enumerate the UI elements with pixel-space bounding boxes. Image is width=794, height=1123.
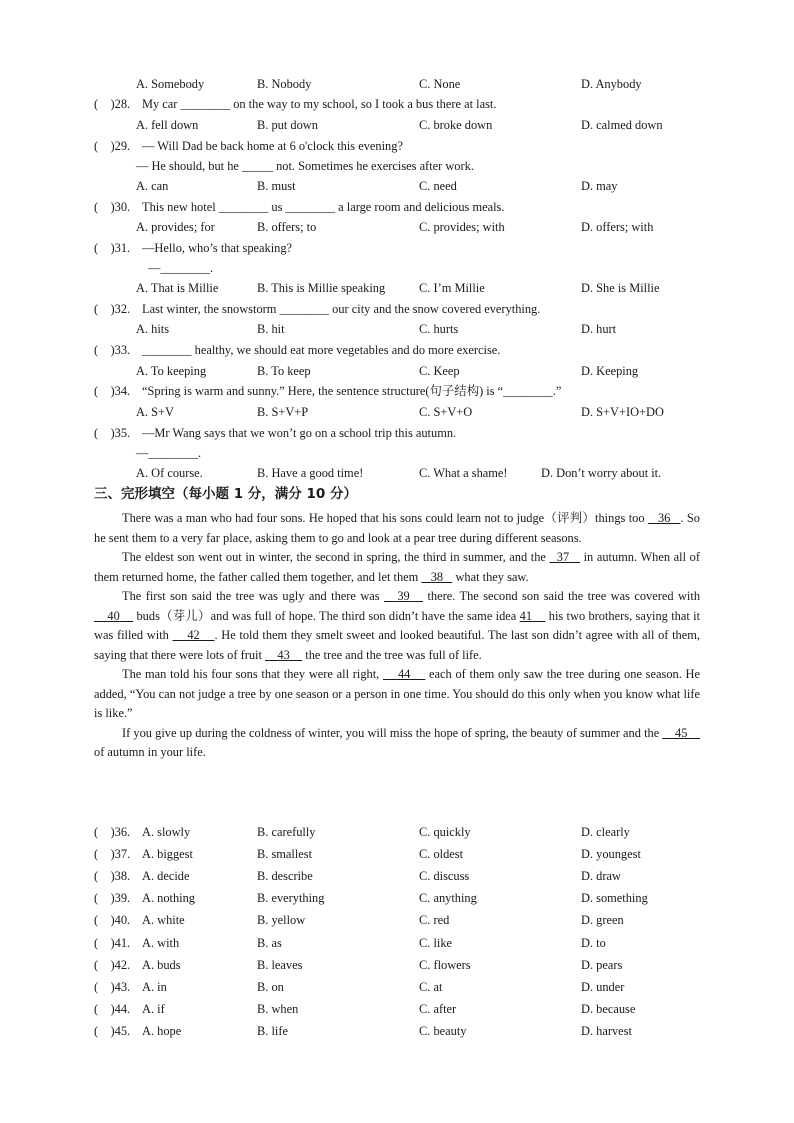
q27-option-a: A. Somebody	[136, 77, 205, 91]
option-b: B. carefully	[257, 825, 316, 839]
option-d: D. youngest	[581, 847, 641, 861]
option-d: D. hurt	[581, 322, 617, 336]
option-a: A. S+V	[136, 405, 174, 419]
blank-44[interactable]: 44	[397, 667, 411, 681]
blank-41[interactable]: 41	[519, 608, 533, 623]
question-stem: Last winter, the snowstorm ________ our city and the snow covered everything.	[142, 302, 541, 316]
option-c: C. Keep	[419, 364, 460, 378]
option-d: D. She is Millie	[581, 281, 660, 295]
answer-paren[interactable]: ( )43.	[94, 980, 131, 994]
answer-paren[interactable]: ( )35.	[94, 426, 131, 440]
option-d: D. something	[581, 891, 648, 905]
answer-paren[interactable]: ( )37.	[94, 847, 131, 861]
option-a: A. hope	[142, 1024, 182, 1038]
option-c: C. provides; with	[419, 220, 505, 234]
answer-paren[interactable]: ( )41.	[94, 936, 131, 950]
cloze-passage	[94, 509, 700, 763]
q27-option-d: D. Anybody	[581, 77, 642, 91]
question-number: 28	[114, 97, 128, 111]
q27-option-b: B. Nobody	[257, 77, 312, 91]
option-b: B. smallest	[257, 847, 313, 861]
option-c: C. oldest	[419, 847, 464, 861]
passage-paragraph: The first son said the tree was ugly and there was 39 there. The second son said the tree was covered with 40 buds（芽儿）and was full of hope. The third son didn’t have the same idea 41 his two brothers, saying that it was filled with 42 . He told them they smelt sweet and looked beautiful. The last son didn’t agree with all of them, saying that there were lots of fruit 43 the tree and the tree was full of life.	[94, 589, 701, 662]
question-stem-line2: —________.	[136, 446, 202, 460]
option-a: A. To keeping	[136, 364, 207, 378]
passage-paragraph: There was a man who had four sons. He hoped that his sons could learn not to judge（评判）things too 36 . So he sent them to a very far place, asking them to go and look at a pear tree during different seasons.	[94, 511, 700, 545]
option-d: D. harvest	[581, 1024, 632, 1038]
option-a: A. Of course.	[136, 466, 203, 480]
option-d: D. Keeping	[581, 364, 639, 378]
blank-45[interactable]: 45	[675, 725, 688, 740]
option-d: D. green	[581, 913, 624, 927]
option-a: A. slowly	[142, 825, 191, 839]
answer-paren[interactable]: ( )34.	[94, 384, 131, 398]
option-b: B. life	[257, 1024, 288, 1038]
answer-paren[interactable]: ( )39.	[94, 891, 131, 905]
option-b: B. offers; to	[257, 220, 317, 234]
answer-paren[interactable]: ( )31.	[94, 241, 131, 255]
option-b: B. must	[257, 179, 296, 193]
answer-paren[interactable]: ( )44.	[94, 1002, 131, 1016]
option-a: A. can	[136, 179, 169, 193]
answer-paren[interactable]: ( )32.	[94, 302, 131, 316]
option-a: A. biggest	[142, 847, 193, 861]
option-d: D. may	[581, 179, 618, 193]
option-c: C. What a shame!	[419, 466, 508, 480]
option-a: A. hits	[136, 322, 170, 336]
blank-38[interactable]: 38	[430, 569, 444, 584]
option-a: A. if	[142, 1002, 165, 1016]
option-a: A. white	[142, 913, 185, 927]
option-a: A. with	[142, 936, 180, 950]
option-d: D. calmed down	[581, 118, 663, 132]
question-stem: This new hotel ________ us ________ a large room and delicious meals.	[142, 200, 505, 214]
answer-paren[interactable]: ( )45.	[94, 1024, 131, 1038]
answer-paren[interactable]: ( )36.	[94, 825, 131, 839]
option-d: D. offers; with	[581, 220, 654, 234]
answer-paren[interactable]: ( )40.	[94, 913, 131, 927]
blank-42[interactable]: 42	[187, 628, 200, 642]
option-c: C. beauty	[419, 1024, 467, 1038]
blank-43[interactable]: 43	[277, 647, 290, 662]
option-d: D. clearly	[581, 825, 630, 839]
passage-paragraph: If you give up during the coldness of winter, you will miss the hope of spring, the beauty of summer and the 45 of autumn in your life.	[94, 724, 700, 763]
option-a: A. buds	[142, 958, 181, 972]
option-d: D. draw	[581, 869, 621, 883]
option-d: D. to	[581, 936, 606, 950]
option-b: B. This is Millie speaking	[257, 281, 386, 295]
blank-40[interactable]: 40	[107, 608, 120, 623]
option-d: D. pears	[581, 958, 623, 972]
option-c: C. like	[419, 936, 453, 950]
answer-paren[interactable]: ( )30.	[94, 200, 131, 214]
option-c: C. at	[419, 980, 443, 994]
question-stem: ________ healthy, we should eat more vegetables and do more exercise.	[142, 343, 501, 357]
option-b: B. S+V+P	[257, 405, 309, 419]
q27-option-c: C. None	[419, 77, 461, 91]
answer-paren[interactable]: ( )42.	[94, 958, 131, 972]
section-title: 三、完形填空（每小题 1 分，满分 10 分）	[94, 486, 357, 502]
passage-paragraph: The eldest son went out in winter, the second in spring, the third in summer, and the 37 in autumn. When all of them returned home, the father called them together, and let them 38 what they saw.	[94, 550, 700, 584]
answer-paren[interactable]: ( )33.	[94, 343, 131, 357]
question-stem: —Hello, who’s that speaking?	[142, 241, 293, 255]
blank-36[interactable]: 36	[657, 511, 671, 525]
option-a: A. nothing	[142, 891, 196, 905]
blank-39[interactable]: 39	[397, 589, 410, 603]
question-number: 33	[114, 343, 128, 357]
blank-37[interactable]: 37	[556, 550, 570, 564]
option-d: D. S+V+IO+DO	[581, 405, 664, 419]
option-b: B. when	[257, 1002, 299, 1016]
option-c: C. hurts	[419, 322, 459, 336]
option-c: C. anything	[419, 891, 477, 905]
option-c: C. after	[419, 1002, 457, 1016]
question-number: 34	[114, 384, 128, 398]
question-stem: “Spring is warm and sunny.” Here, the sentence structure(句子结构) is “________.”	[142, 384, 562, 398]
option-b: B. yellow	[257, 913, 306, 927]
question-number: 31	[114, 241, 128, 255]
option-c: C. quickly	[419, 825, 471, 839]
option-c: C. discuss	[419, 869, 470, 883]
option-a: A. That is Millie	[136, 281, 219, 295]
option-b: B. Have a good time!	[257, 466, 364, 480]
option-c: C. need	[419, 179, 457, 193]
question-number: 32	[114, 302, 128, 316]
option-d: D. Don’t worry about it.	[541, 466, 662, 480]
passage-paragraph: The man told his four sons that they were all right, 44 each of them only saw the tree during one season. He added, “You can not judge a tree by one season or a person in one time. You should do this only when you know what life is like.”	[94, 667, 700, 720]
option-b: B. everything	[257, 891, 325, 905]
option-c: C. S+V+O	[419, 405, 473, 419]
option-b: B. on	[257, 980, 284, 994]
option-d: D. because	[581, 1002, 636, 1016]
option-b: B. describe	[257, 869, 313, 883]
option-b: B. hit	[257, 322, 285, 336]
option-b: B. leaves	[257, 958, 303, 972]
answer-paren[interactable]: ( )38.	[94, 869, 131, 883]
question-stem-line2: — He should, but he _____ not. Sometimes he exercises after work.	[136, 159, 474, 173]
question-stem-line2: —________.	[148, 261, 214, 275]
option-a: A. in	[142, 980, 167, 994]
option-b: B. put down	[257, 118, 318, 132]
option-d: D. under	[581, 980, 625, 994]
question-stem: My car ________ on the way to my school, so I took a bus there at last.	[142, 97, 497, 111]
option-c: C. I’m Millie	[419, 281, 485, 295]
option-c: C. flowers	[419, 958, 471, 972]
answer-paren[interactable]: ( )29.	[94, 139, 131, 153]
option-b: B. To keep	[257, 364, 311, 378]
question-stem: —Mr Wang says that we won’t go on a school trip this autumn.	[142, 426, 457, 440]
option-b: B. as	[257, 936, 282, 950]
option-a: A. decide	[142, 869, 190, 883]
option-c: C. broke down	[419, 118, 493, 132]
option-a: A. provides; for	[136, 220, 215, 234]
answer-paren[interactable]: ( )28.	[94, 97, 131, 111]
option-c: C. red	[419, 913, 450, 927]
question-number: 29	[114, 139, 128, 153]
option-a: A. fell down	[136, 118, 199, 132]
question-number: 35	[114, 426, 128, 440]
question-number: 30	[114, 200, 128, 214]
question-stem: — Will Dad be back home at 6 o'clock this evening?	[142, 139, 403, 153]
